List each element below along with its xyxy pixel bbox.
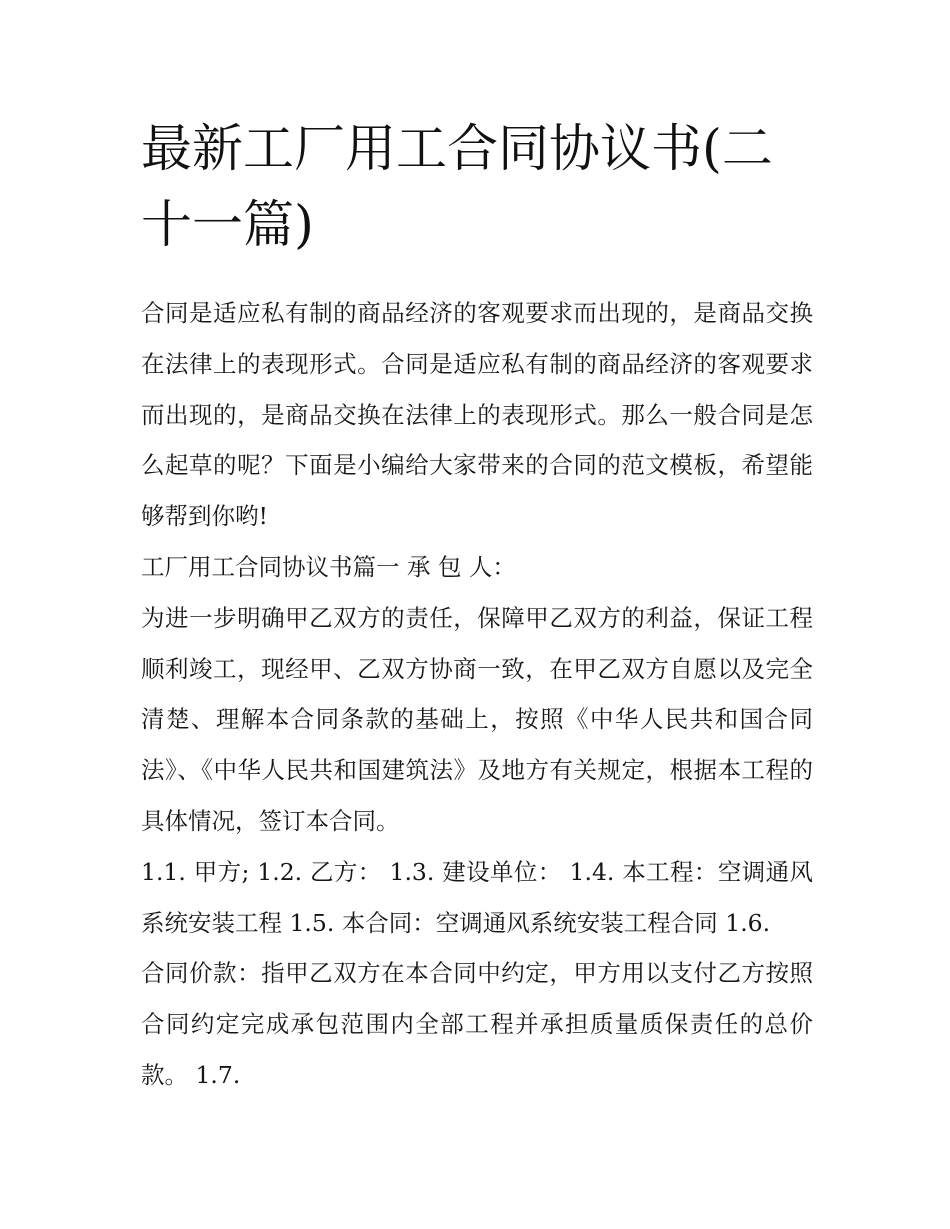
purpose-paragraph: 为进一步明确甲乙双方的责任，保障甲乙双方的利益，保证工程顺利竣工，现经甲、乙双方协商一致，在甲乙双方自愿以及完全清楚、理解本合同条款的基础上，按照《中华人民共和国合同法》、《中华人民共和国建筑法》及地方有关规定，根据本工程的具体情况，签订本合同。 xyxy=(141,603,813,835)
intro-paragraph: 合同是适应私有制的商品经济的客观要求而出现的，是商品交换在法律上的表现形式。合同是适应私有制的商品经济的客观要求而出现的，是商品交换在法律上的表现形式。那么一般合同是怎么起草的呢？下面是小编给大家带来的合同的范文模板，希望能够帮到你哟! xyxy=(141,299,813,531)
definitions-paragraph: 1.1. 甲方; 1.2. 乙方： 1.3. 建设单位： 1.4. 本工程：空调通风系统安装工程 1.5. 本合同：空调通风系统安装工程合同 1.6. xyxy=(141,857,813,937)
section-heading: 工厂用工合同协议书篇一 承 包 人： xyxy=(141,552,516,581)
document-page xyxy=(141,112,813,1101)
contract-price-paragraph: 合同价款：指甲乙双方在本合同中约定，甲方用以支付乙方按照合同约定完成承包范围内全部工程并承担质量质保责任的总价款。 1.7. xyxy=(141,959,813,1089)
document-title: 最新工厂用工合同协议书(二十一篇) xyxy=(141,120,773,255)
